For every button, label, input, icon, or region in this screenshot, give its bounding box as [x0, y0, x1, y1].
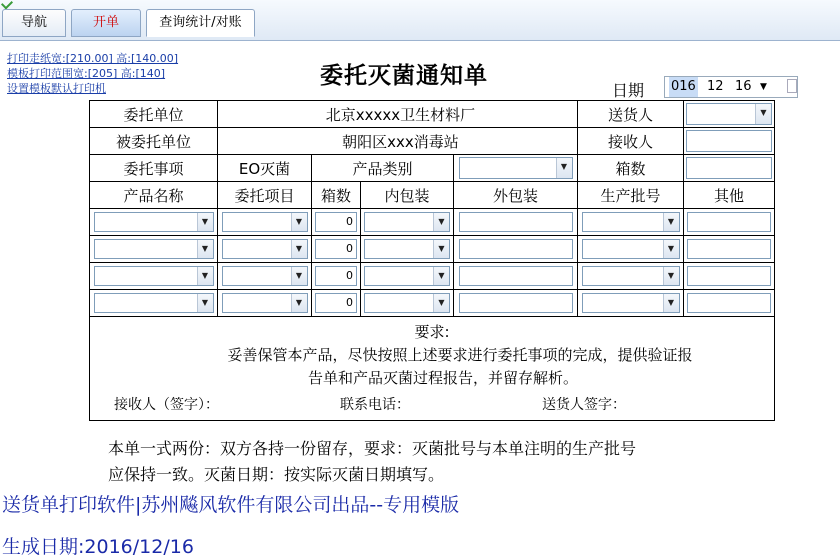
boxes-input[interactable]: 0	[315, 293, 357, 313]
label-box-count: 箱数	[578, 155, 684, 182]
requirements-line-1: 妥善保管本产品，尽快按照上述要求进行委托事项的完成，提供验证报	[227, 346, 693, 364]
table-row	[90, 209, 775, 236]
chevron-down-icon: ▼	[197, 294, 213, 312]
chevron-down-icon: ▼	[197, 240, 213, 258]
chevron-down-icon: ▼	[755, 104, 771, 124]
software-credit: 送货单打印软件|苏州飚风软件有限公司出品--专用模版	[2, 494, 460, 516]
contractor-value: 朝阳区xxx消毒站	[218, 128, 578, 155]
receiver-input[interactable]	[686, 130, 772, 152]
other-input[interactable]	[687, 239, 771, 259]
tab-new-order[interactable]: 开单	[71, 9, 141, 37]
entrust-item-value: EO灭菌	[218, 155, 312, 182]
sender-signature-label: 送货人签字：	[542, 397, 626, 413]
footnote-line-1: 本单一式两份：双方各持一份留存，要求：灭菌批号与本单注明的生产批号	[108, 439, 637, 458]
product-name-select[interactable]	[94, 239, 214, 259]
header-inner-pack: 内包装	[361, 182, 454, 209]
tab-navigation[interactable]: 导航	[2, 9, 66, 37]
outer-pack-input[interactable]	[459, 212, 573, 232]
footnote-line-2: 应保持一致。灭菌日期：按实际灭菌日期填写。	[108, 465, 445, 484]
tab-query-statistics[interactable]: 查询统计/对账	[146, 9, 255, 37]
header-boxes: 箱数	[312, 182, 361, 209]
entrust-project-select[interactable]	[222, 212, 308, 232]
phone-label: 联系电话：	[340, 397, 410, 413]
date-month[interactable]: 12	[707, 79, 724, 94]
chevron-down-icon: ▼	[291, 294, 307, 312]
product-name-select[interactable]	[94, 293, 214, 313]
header-batch-number: 生产批号	[578, 182, 684, 209]
chevron-down-icon: ▼	[663, 213, 679, 231]
entrust-project-select[interactable]	[222, 293, 308, 313]
chevron-down-icon: ▼	[663, 294, 679, 312]
label-deliverer: 送货人	[578, 101, 684, 128]
generated-date: 生成日期:2016/12/16	[2, 536, 194, 558]
box-count-input[interactable]	[686, 157, 772, 179]
receiver-signature-label: 接收人（签字）：	[114, 397, 219, 413]
date-label: 日期	[612, 81, 645, 100]
requirements-section	[90, 317, 775, 421]
print-settings-links	[7, 51, 178, 96]
product-category-select[interactable]	[459, 157, 573, 179]
date-year[interactable]: 016	[669, 77, 698, 97]
label-receiver: 接收人	[578, 128, 684, 155]
batch-number-select[interactable]	[582, 239, 680, 259]
chevron-down-icon: ▼	[433, 294, 449, 312]
inner-pack-select[interactable]	[364, 239, 450, 259]
chevron-down-icon[interactable]: ▼	[760, 82, 767, 92]
calendar-button[interactable]	[787, 79, 797, 93]
label-entrust-item: 委托事项	[90, 155, 218, 182]
chevron-down-icon: ▼	[197, 267, 213, 285]
chevron-down-icon: ▼	[433, 240, 449, 258]
date-day[interactable]: 16	[735, 79, 752, 94]
chevron-down-icon: ▼	[556, 158, 572, 178]
entrust-project-select[interactable]	[222, 266, 308, 286]
paper-size-link[interactable]: 打印走纸宽:[210.00] 高:[140.00]	[7, 52, 179, 65]
entrust-project-select[interactable]	[222, 239, 308, 259]
default-printer-link[interactable]: 设置模板默认打印机	[7, 82, 106, 95]
outer-pack-input[interactable]	[459, 266, 573, 286]
chevron-down-icon: ▼	[433, 213, 449, 231]
table-row	[90, 290, 775, 317]
label-contractor: 被委托单位	[90, 128, 218, 155]
client-value: 北京xxxxx卫生材料厂	[218, 101, 578, 128]
deliverer-select[interactable]	[686, 103, 772, 125]
chevron-down-icon: ▼	[291, 213, 307, 231]
chevron-down-icon: ▼	[291, 240, 307, 258]
chevron-down-icon: ▼	[433, 267, 449, 285]
product-name-select[interactable]	[94, 266, 214, 286]
print-range-link[interactable]: 模板打印范围宽:[205] 高:[140]	[7, 67, 166, 80]
table-row	[90, 263, 775, 290]
product-name-select[interactable]	[94, 212, 214, 232]
batch-number-select[interactable]	[582, 293, 680, 313]
chevron-down-icon: ▼	[663, 240, 679, 258]
header-outer-pack: 外包装	[454, 182, 578, 209]
inner-pack-select[interactable]	[364, 293, 450, 313]
requirements-title: 要求:	[414, 323, 450, 341]
page-title: 委托灭菌通知单	[320, 63, 488, 89]
signature-line	[94, 392, 770, 416]
sterilization-form	[89, 100, 775, 421]
batch-number-select[interactable]	[582, 212, 680, 232]
header-other: 其他	[684, 182, 775, 209]
outer-pack-input[interactable]	[459, 293, 573, 313]
label-product-category: 产品类别	[312, 155, 454, 182]
requirements-line-2: 告单和产品灭菌过程报告，并留存解析。	[307, 369, 578, 387]
chevron-down-icon: ▼	[663, 267, 679, 285]
table-row	[90, 236, 775, 263]
header-entrust-project: 委托项目	[218, 182, 312, 209]
boxes-input[interactable]: 0	[315, 212, 357, 232]
inner-pack-select[interactable]	[364, 212, 450, 232]
other-input[interactable]	[687, 212, 771, 232]
batch-number-select[interactable]	[582, 266, 680, 286]
outer-pack-input[interactable]	[459, 239, 573, 259]
label-client: 委托单位	[90, 101, 218, 128]
other-input[interactable]	[687, 293, 771, 313]
other-input[interactable]	[687, 266, 771, 286]
chevron-down-icon: ▼	[291, 267, 307, 285]
header-product-name: 产品名称	[90, 182, 218, 209]
chevron-down-icon: ▼	[197, 213, 213, 231]
inner-pack-select[interactable]	[364, 266, 450, 286]
toolbar	[0, 0, 840, 41]
footnote	[108, 436, 768, 488]
date-picker[interactable]	[664, 76, 798, 98]
boxes-input[interactable]: 0	[315, 266, 357, 286]
boxes-input[interactable]: 0	[315, 239, 357, 259]
